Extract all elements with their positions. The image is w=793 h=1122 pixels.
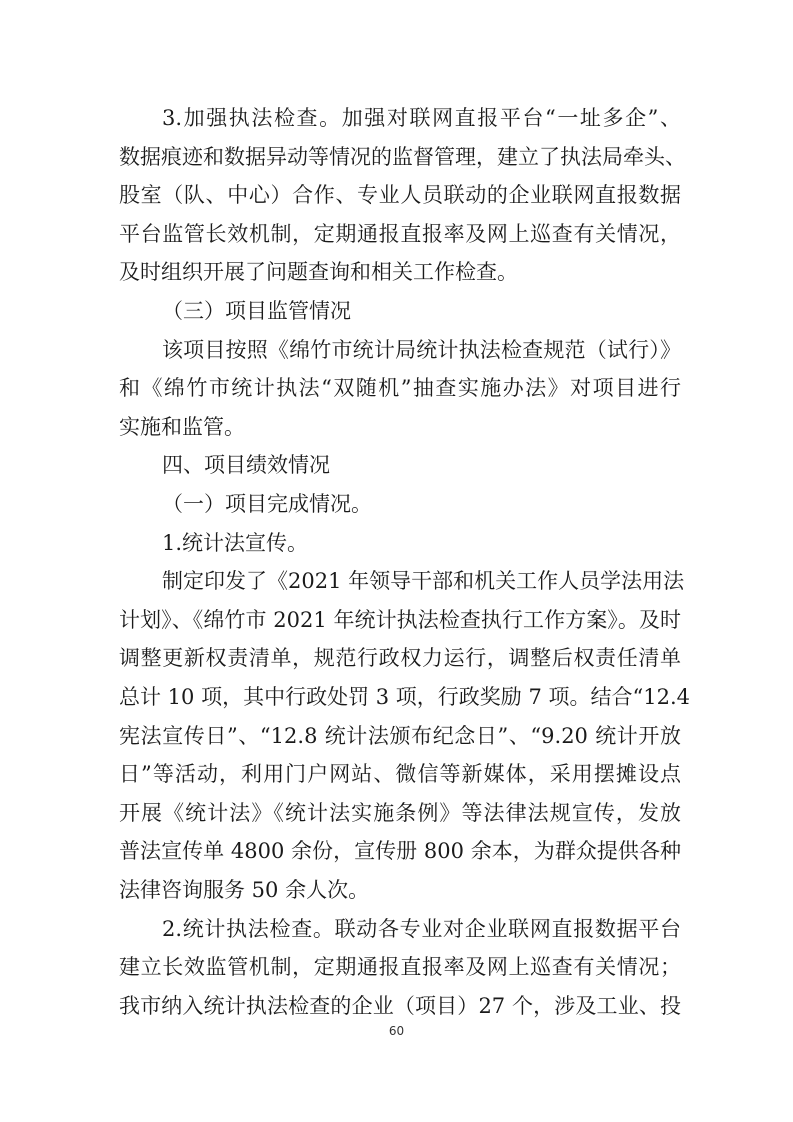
text-line: 总计 10 项，其中行政处罚 3 项，行政奖励 7 项。结合“12.4 [119, 685, 690, 709]
text-line: 股室（队、中心）合作、专业人员联动的企业联网直报数据 [119, 183, 681, 207]
text-line: 调整更新权责清单，规范行政权力运行，调整后权责任清单 [119, 646, 681, 670]
text-line: 日”等活动，利用门户网站、微信等新媒体，采用摆摊设点 [119, 762, 681, 786]
text-line: 制定印发了《2021 年领导干部和机关工作人员学法用法 [162, 569, 685, 593]
text-line: 计划》、《绵竹市 2021 年统计执法检查执行工作方案》。及时 [119, 608, 681, 632]
section-heading: 1.统计法宣传。 [162, 531, 309, 555]
text-line: 3.加强执法检查。加强对联网直报平台“一址多企”、 [162, 106, 681, 130]
text-line: 实施和监管。 [119, 415, 245, 439]
text-line: 我市纳入统计执法检查的企业（项目）27 个，涉及工业、投 [119, 994, 681, 1018]
text-line: 开展《统计法》《统计法实施条例》等法律法规宣传，发放 [119, 801, 681, 825]
text-line: 2.统计执法检查。联动各专业对企业联网直报数据平台 [162, 917, 681, 941]
text-line: 和《绵竹市统计执法“双随机”抽查实施办法》对项目进行 [119, 376, 681, 400]
text-line: 平台监管长效机制，定期通报直报率及网上巡查有关情况， [119, 222, 681, 246]
section-heading: （三）项目监管情况 [162, 299, 351, 323]
section-heading: （一）项目完成情况。 [162, 492, 372, 516]
section-heading: 四、项目绩效情况 [162, 453, 330, 477]
text-line: 数据痕迹和数据异动等情况的监督管理，建立了执法局牵头、 [119, 145, 686, 169]
text-line: 该项目按照《绵竹市统计局统计执法检查规范（试行）》 [162, 338, 681, 362]
text-line: 普法宣传单 4800 余份，宣传册 800 余本，为群众提供各种 [119, 839, 681, 863]
text-line: 法律咨询服务 50 余人次。 [119, 878, 370, 902]
page-number: 60 [388, 1024, 405, 1038]
text-line: 及时组织开展了问题查询和相关工作检查。 [119, 260, 518, 284]
text-line: 宪法宣传日”、“12.8 统计法颁布纪念日”、“9.20 统计开放 [119, 724, 681, 748]
text-line: 建立长效监管机制，定期通报直报率及网上巡查有关情况； [119, 955, 681, 979]
